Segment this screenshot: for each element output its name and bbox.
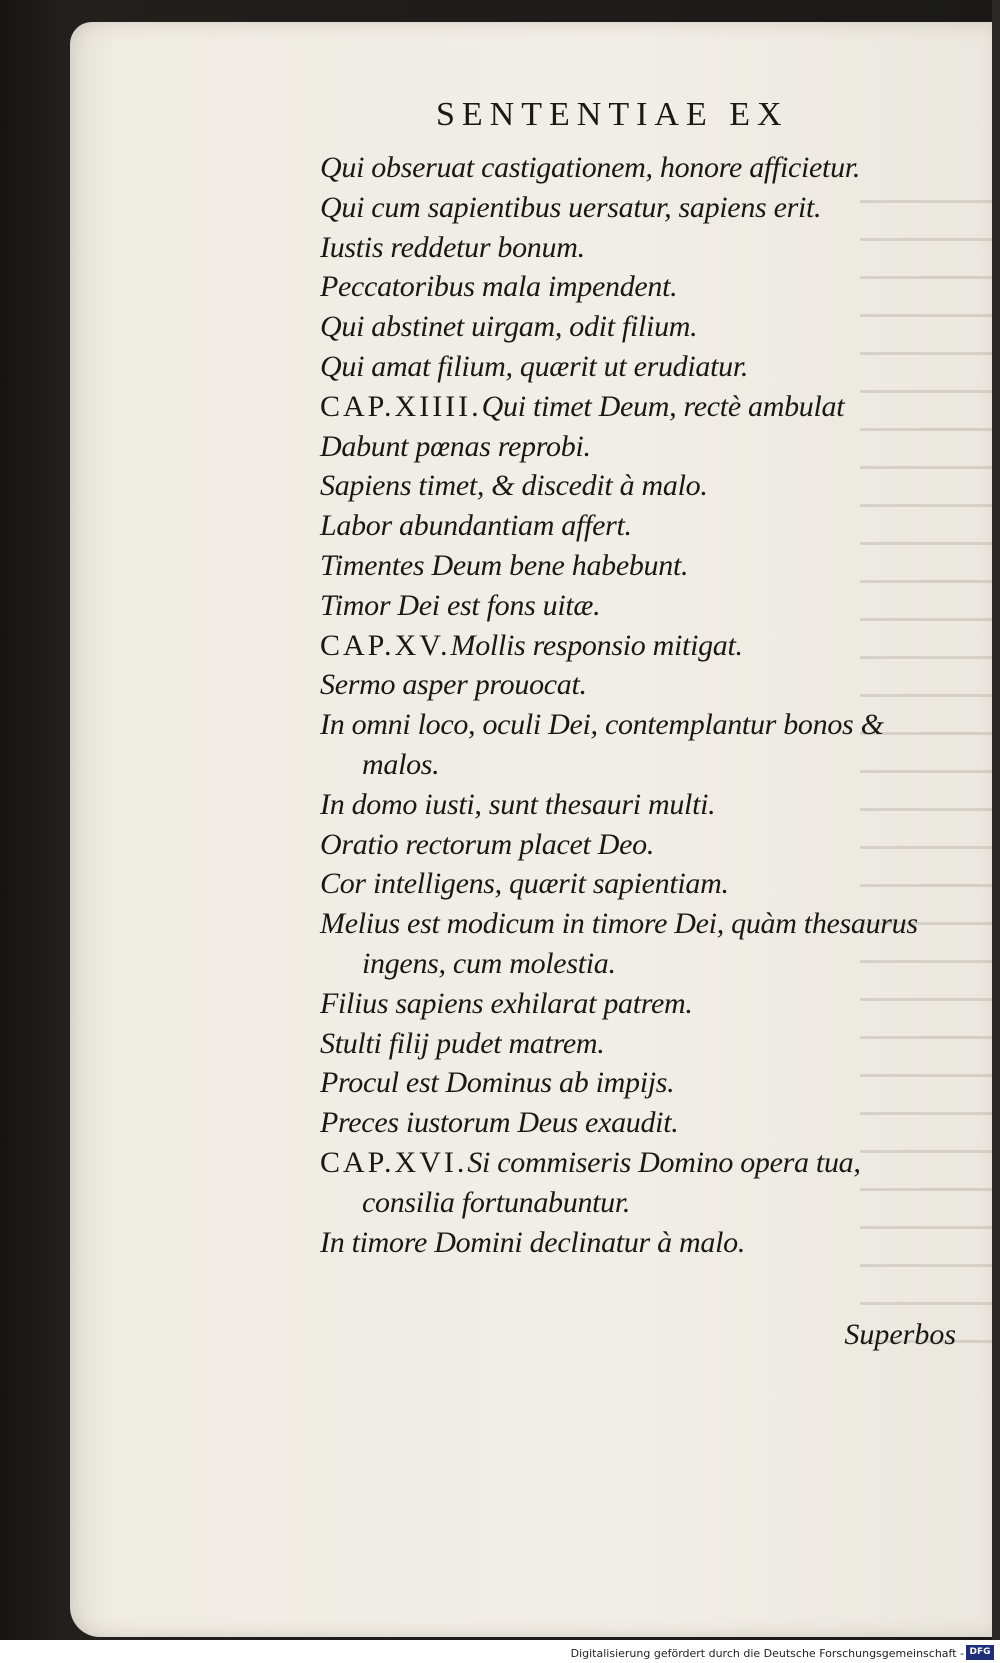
text-line xyxy=(320,1103,960,1143)
text-line xyxy=(320,626,960,666)
text-line xyxy=(320,665,960,705)
line-text: ingens, cum molestia. xyxy=(362,946,616,980)
text-line xyxy=(320,1063,960,1103)
text-line xyxy=(320,267,960,307)
line-text: Cor intelligens, quærit sapientiam. xyxy=(320,867,729,901)
line-text: Labor abundantiam affert. xyxy=(320,509,632,543)
line-text: In omni loco, oculi Dei, contemplantur bonos & xyxy=(320,708,884,742)
line-text: Qui timet Deum, rectè ambulat xyxy=(481,389,845,423)
text-line xyxy=(320,864,960,904)
text-line xyxy=(320,1143,960,1183)
text-line xyxy=(320,1024,960,1064)
dfg-logo: DFG xyxy=(966,1645,994,1660)
line-text: Peccatoribus mala impendent. xyxy=(320,270,678,304)
line-text: Dabunt pœnas reprobi. xyxy=(320,429,591,463)
funding-notice: Digitalisierung gefördert durch die Deutsche Forschungsgemeinschaft - xyxy=(570,1647,964,1660)
line-text: Qui amat filium, quærit ut erudiatur. xyxy=(320,349,749,383)
line-text: Qui abstinet uirgam, odit filium. xyxy=(320,310,698,344)
line-text: malos. xyxy=(362,747,440,781)
text-line xyxy=(320,307,960,347)
text-line xyxy=(320,387,960,427)
footer-bar xyxy=(0,1640,1000,1663)
text-line xyxy=(320,466,960,506)
text-line xyxy=(320,506,960,546)
text-line xyxy=(320,745,960,785)
text-line xyxy=(320,586,960,626)
line-text: Timor Dei est fons uitæ. xyxy=(320,588,601,622)
chapter-heading: CAP.XIIII. xyxy=(320,389,482,423)
line-text: Procul est Dominus ab impijs. xyxy=(320,1066,675,1100)
line-text: Qui obseruat castigationem, honore afficietur. xyxy=(320,151,861,184)
text-line xyxy=(320,944,960,984)
line-text: Si commiseris Domino opera tua, xyxy=(467,1145,861,1179)
line-text: Sapiens timet, & discedit à malo. xyxy=(320,469,708,503)
text-line xyxy=(320,347,960,387)
line-text: Preces iustorum Deus exaudit. xyxy=(320,1106,679,1140)
text-line xyxy=(320,904,960,944)
line-text: Iustis reddetur bonum. xyxy=(320,230,585,264)
line-text: In timore Domini declinatur à malo. xyxy=(320,1225,746,1259)
line-text: Filius sapiens exhilarat patrem. xyxy=(320,986,693,1020)
chapter-heading: CAP.XV. xyxy=(320,628,451,662)
running-header: SENTENTIAE EX xyxy=(436,96,789,133)
text-line xyxy=(320,825,960,865)
chapter-heading: CAP.XVI. xyxy=(320,1145,468,1179)
text-line xyxy=(320,546,960,586)
line-text: In domo iusti, sunt thesauri multi. xyxy=(320,787,716,821)
line-text: Mollis responsio mitigat. xyxy=(450,628,743,662)
line-text: Timentes Deum bene habebunt. xyxy=(320,548,689,582)
catchword: Superbos xyxy=(844,1318,956,1351)
text-line xyxy=(320,148,960,188)
text-line xyxy=(320,427,960,467)
text-body xyxy=(320,148,960,1262)
text-line xyxy=(320,1183,960,1223)
text-line xyxy=(320,984,960,1024)
text-line xyxy=(320,228,960,268)
line-text: Oratio rectorum placet Deo. xyxy=(320,827,655,861)
text-line xyxy=(320,785,960,825)
line-text: Qui cum sapientibus uersatur, sapiens erit. xyxy=(320,190,822,224)
text-line xyxy=(320,705,960,745)
line-text: Sermo asper prouocat. xyxy=(320,668,587,702)
line-text: consilia fortunabuntur. xyxy=(362,1185,631,1219)
page-edge xyxy=(992,0,1000,1640)
line-text: Stulti filij pudet matrem. xyxy=(320,1026,605,1060)
text-line xyxy=(320,1223,960,1263)
line-text: Melius est modicum in timore Dei, quàm thesaurus xyxy=(320,907,918,941)
text-line xyxy=(320,188,960,228)
